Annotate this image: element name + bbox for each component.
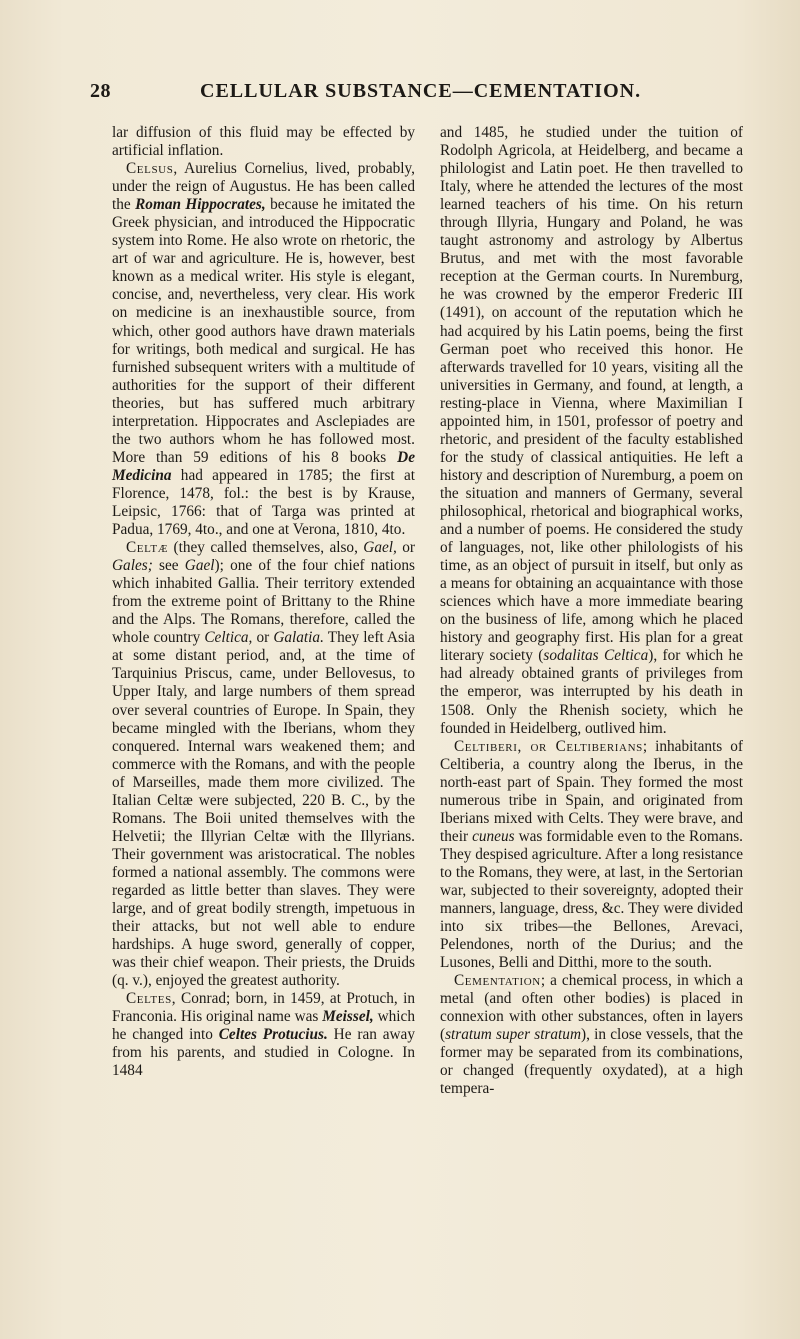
entry-text: , Conrad; born, in 1459, at Protuch, in Franconia. His original name was [112, 990, 415, 1026]
running-title: CELLULAR SUBSTANCE—CEMENTATION. [200, 80, 642, 102]
entry-text: ), for which he had already obtained grants of privileges from the emperor, was interrupted by his death in 1508. Only the Rhenish society, which he founded in Heidelberg, outlived him. [440, 647, 743, 737]
italic-term: Celtes Protucius. [218, 1026, 328, 1044]
entry-text: was formidable even to the Romans. They despised agriculture. After a long resistance to the Romans, they were, at last, in the Sertorian war, subjected to their sovereignty, adopted their manners, language, dress, &c. They were divided into six tribes—the Bellones, Arevaci, Pelendones, north of the Durius; and the Lusones, Belli and Ditthi, more to the south. [440, 827, 743, 972]
entry-celtiberi [440, 738, 743, 973]
entry-text: because he imitated the Greek physician, and introduced the Hippocratic system into Rome. He also wrote on rhetoric, the art of war and agriculture. He is, however, best known as a medical writer. His style is elegant, concise, and, nevertheless, very clear. His work on medicine is an inexhaustible source, from which, other good authors have drawn materials for writings, both medical and surgical. He has furnished subsequent writers with a multitude of authorities for the support of their different theories, but has suffered much arbitrary interpretation. Hippocrates and Asclepiades are the two authors whom he has followed most. More than 59 editions of his 8 books [112, 196, 415, 466]
italic-term: Celtica, [204, 629, 253, 647]
entry-text: or [396, 539, 415, 557]
entry-text: (they called themselves, also, [168, 539, 364, 557]
entry-celtes-continued [440, 124, 743, 738]
headword-celtes: Celtes [126, 990, 172, 1008]
entry-text: ; a chemical process, in which a metal (and often other bodies) is placed in connexion with other substances, often in layers ( [440, 972, 743, 1044]
headword-celtae: Celtæ [126, 539, 169, 557]
italic-term: Meissel, [322, 1008, 374, 1026]
cross-reference: Gael [184, 557, 215, 575]
entry-text: and 1485, he studied under the tuition of Rodolph Agricola, at Heidelberg, and became a philologist and Latin poet. He then travelled to Italy, where he attended the lectures of the most learned teachers of his time. On his return through Illyria, Hungary and Poland, he was taught astronomy and astrology by Albertus Brutus, and met with the most favorable reception at the German courts. In Nuremburg, he was crowned by the emperor Frederic III (1491), on account of the reputation which he had acquired by his Latin poems, being the first German poet who received this honor. He afterwards travelled for 10 years, visiting all the universities in Germany, and found, at length, a resting-place in Vienna, where Maximilian I appointed him, in 1501, professor of poetry and rhetoric, and president of the faculty established for the study of classical antiquities. He left a history and description of Nuremburg, a poem on the situation and manners of Germany, several philosophical, rhetorical and biographical works, and a number of poems. He considered the study of languages, not, like other philologists of his time, as an object of pursuit in itself, but only as a means for obtaining an acquaintance with those sciences which have a more immediate bearing on the business of life, among which he placed history and geography first. His plan for a great literary society ( [440, 124, 743, 665]
italic-term: sodalitas Celtica [543, 647, 649, 665]
italic-term: cuneus [472, 827, 515, 845]
continuation-paragraph [112, 124, 415, 160]
entry-text: He ran away from his parents, and studied in Cologne. In 1484 [112, 1026, 415, 1080]
headword-cementation: Cementation [454, 972, 541, 990]
italic-term: De Medicina [112, 448, 415, 484]
page-header [90, 80, 780, 110]
headword-celtiberi: Celtiberi, or Celtiberians [454, 737, 643, 755]
entry-cementation [440, 972, 743, 1098]
entry-text: ; inhabitants of Celtiberia, a country along the Iberus, in the north-east part of Spain. They formed the most numerous tribe in Spain, and originated from Iberians mixed with Celts. They were brave, and their [440, 737, 743, 845]
entry-celtes [112, 990, 415, 1080]
italic-term: Gael, [363, 539, 397, 557]
entry-text: which he changed into [112, 1008, 415, 1044]
italic-term: Gales; [112, 557, 153, 575]
page-number: 28 [90, 80, 111, 102]
entry-text: or [252, 629, 274, 647]
entry-text: , Aurelius Cornelius, lived, probably, under the reign of Augustus. He has been called the [112, 160, 415, 214]
entry-celtae [112, 539, 415, 990]
entry-text: ), in close vessels, that the former may be separated from its combinations, or changed (frequently oxydated), at a high tempera- [440, 1026, 744, 1098]
headword-celsus: Celsus [126, 160, 174, 178]
right-column [440, 124, 743, 1099]
italic-term: stratum super stratum [445, 1026, 581, 1044]
continuation-text: lar diffusion of this fluid may be effected by artificial inflation. [112, 124, 415, 160]
entry-celsus [112, 160, 415, 539]
entry-text: had appeared in 1785; the first at Florence, 1478, fol.: the best is by Krause, Leipsic, 1766: that of Targa was printed at Padua, 1769, 4to., and one at Verona, 1810, 4to. [112, 466, 415, 539]
italic-term: Roman Hippocrates, [135, 196, 266, 214]
italic-term: Galatia. [273, 629, 324, 647]
entry-text: ); one of the four chief nations which inhabited Gallia. Their territory extended from the extreme point of Brittany to the Rhine and the Alps. The Romans, therefore, called the whole country [112, 557, 415, 647]
left-column [112, 124, 415, 1080]
entry-text: They left Asia at some distant period, and, at the time of Tarquinius Priscus, came, under Bellovesus, to Upper Italy, and large numbers of them spread over several countries of Europe. In Spain, they became mingled with the Iberians, whom they conquered. Internal wars weakened them; and commerce with the Romans, and with the people of Marseilles, made them more civilized. The Italian Celtæ were subjected, 220 B. C., by the Romans. The Boii united themselves with the Helvetii; the Illyrian Celtæ with the Illyrians. Their government was aristocratical. The nobles formed a national assembly. The commons were regarded as little better than slaves. They were large, and of great bodily strength, impetuous in their attacks, but not well able to endure hardships. A huge sword, generally of copper, was their chief weapon. Their priests, the Druids (q. v.), enjoyed the greatest authority. [112, 629, 415, 990]
entry-text: see [152, 557, 185, 575]
